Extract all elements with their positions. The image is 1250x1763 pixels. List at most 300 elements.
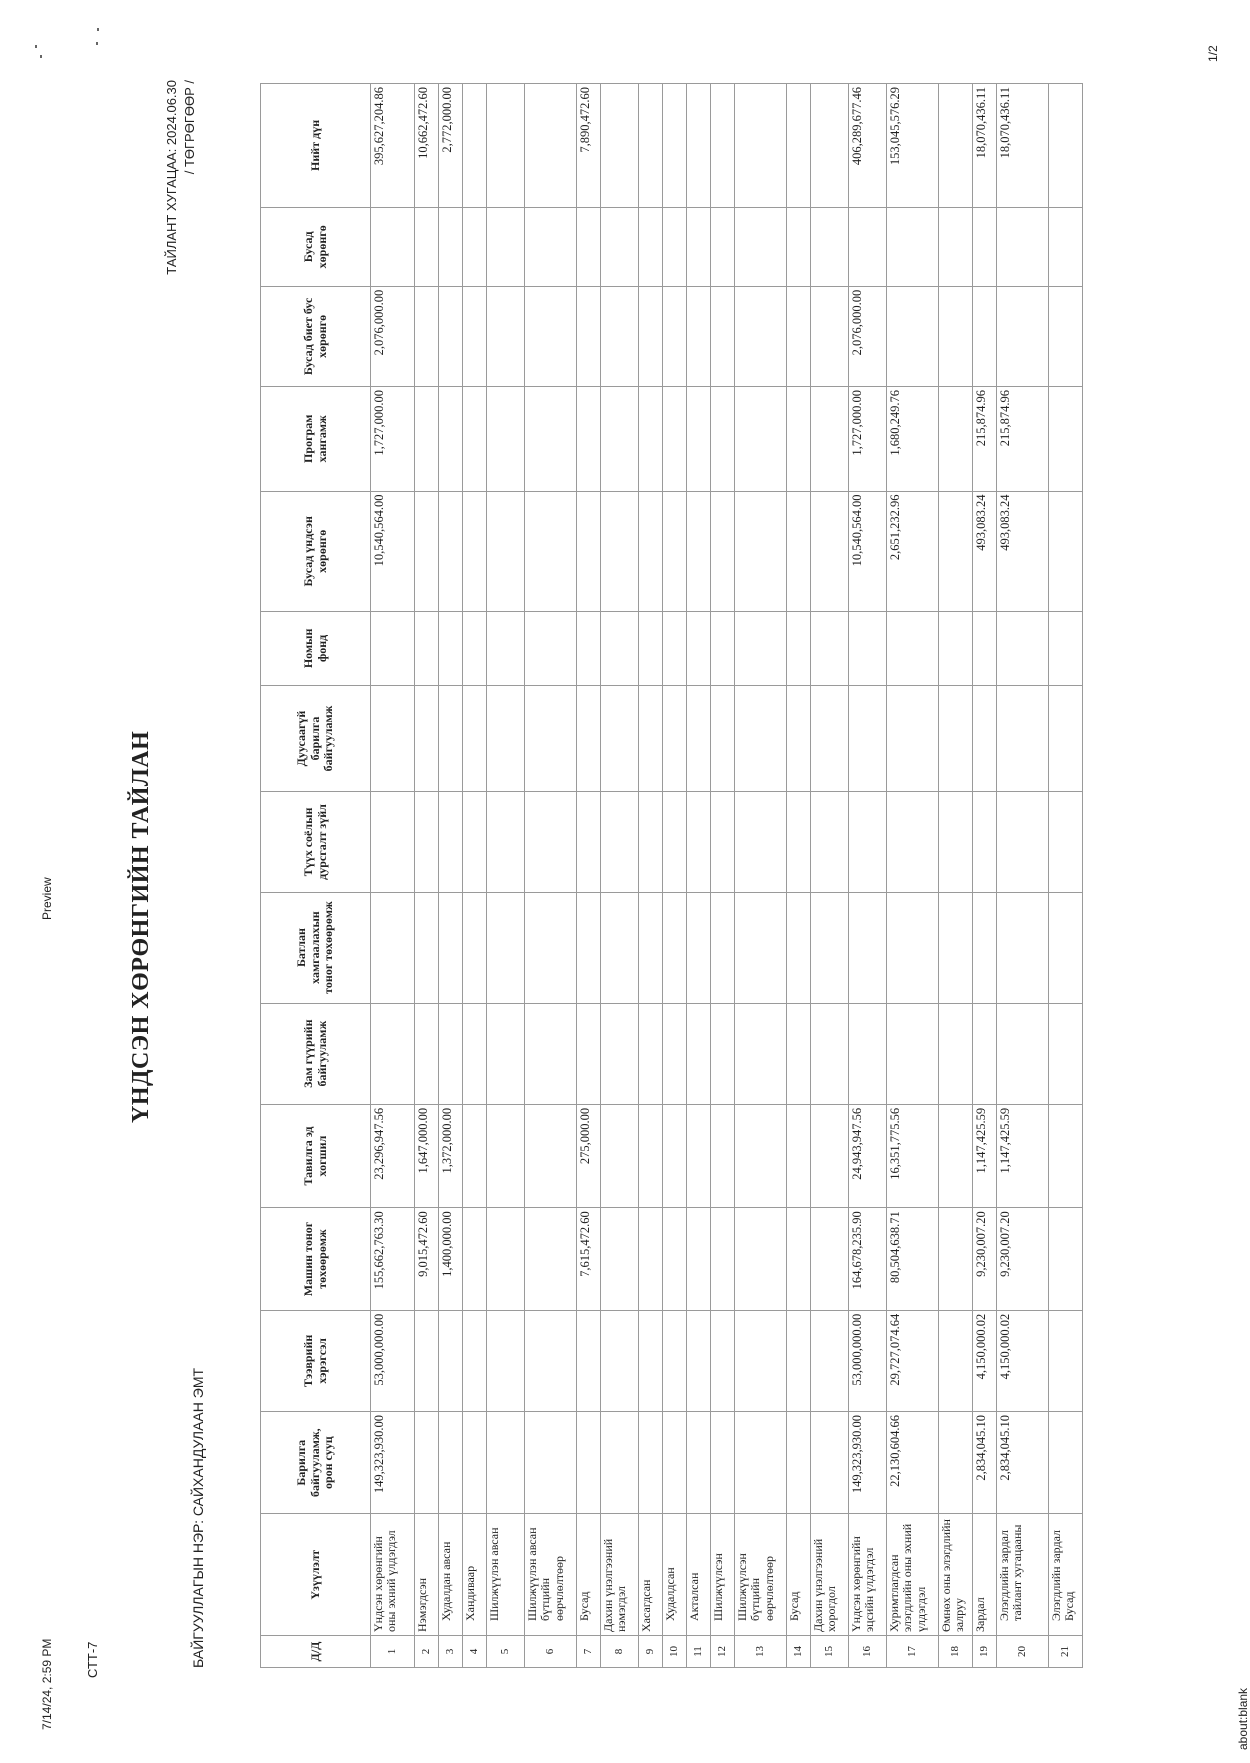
value-cell: [997, 612, 1049, 686]
value-cell: [439, 612, 463, 686]
value-cell: [525, 286, 577, 386]
value-cell: 149,323,930.00: [371, 1412, 415, 1514]
value-cell: [735, 207, 787, 286]
value-cell: [711, 387, 735, 492]
value-cell: [687, 491, 711, 612]
row-number: 6: [525, 1636, 577, 1668]
value-cell: [687, 84, 711, 208]
value-cell: [811, 685, 849, 792]
value-cell: [687, 892, 711, 1003]
table-row: [371, 84, 415, 1668]
value-cell: [639, 792, 663, 892]
value-cell: [463, 84, 487, 208]
value-cell: [997, 207, 1049, 286]
value-cell: [463, 792, 487, 892]
value-cell: [487, 1003, 525, 1104]
value-cell: [973, 286, 997, 386]
value-cell: 29,727,074.64: [887, 1310, 939, 1411]
column-header: Бусад биет бус хөрөнгө: [261, 286, 371, 386]
value-cell: 10,662,472.60: [415, 84, 439, 208]
table-row: [887, 84, 939, 1668]
value-cell: [487, 286, 525, 386]
value-cell: [735, 612, 787, 686]
value-cell: [811, 1412, 849, 1514]
value-cell: 53,000,000.00: [849, 1310, 887, 1411]
value-cell: [787, 387, 811, 492]
value-cell: 493,083.24: [973, 491, 997, 612]
value-cell: [663, 286, 687, 386]
row-number: 15: [811, 1636, 849, 1668]
row-number: 20: [997, 1636, 1049, 1668]
form-code: СТТ-7: [85, 1641, 100, 1678]
value-cell: [525, 685, 577, 792]
value-cell: [371, 612, 415, 686]
value-cell: [487, 685, 525, 792]
value-cell: [525, 491, 577, 612]
value-cell: [997, 1003, 1049, 1104]
value-cell: [663, 1310, 687, 1411]
row-label: Зардал: [973, 1514, 997, 1636]
row-number: 7: [577, 1636, 601, 1668]
report-period: [163, 80, 198, 275]
value-cell: [439, 207, 463, 286]
column-header: Програм хангамж: [261, 387, 371, 492]
value-cell: [973, 892, 997, 1003]
value-cell: 2,076,000.00: [371, 286, 415, 386]
value-cell: [1049, 792, 1083, 892]
value-cell: [811, 1310, 849, 1411]
value-cell: 1,400,000.00: [439, 1208, 463, 1310]
table-row: [939, 84, 973, 1668]
value-cell: [787, 491, 811, 612]
value-cell: [639, 84, 663, 208]
value-cell: [639, 1104, 663, 1207]
table-row: [1049, 84, 1083, 1668]
value-cell: [735, 1412, 787, 1514]
value-cell: [887, 792, 939, 892]
value-cell: [849, 792, 887, 892]
value-cell: [601, 84, 639, 208]
row-number: 14: [787, 1636, 811, 1668]
value-cell: [711, 1208, 735, 1310]
row-label: Бусад: [577, 1514, 601, 1636]
value-cell: 1,680,249.76: [887, 387, 939, 492]
value-cell: 10,540,564.00: [849, 491, 887, 612]
value-cell: [525, 1310, 577, 1411]
value-cell: [487, 84, 525, 208]
table-row: [711, 84, 735, 1668]
value-cell: 2,834,045.10: [973, 1412, 997, 1514]
value-cell: 493,083.24: [997, 491, 1049, 612]
value-cell: 10,540,564.00: [371, 491, 415, 612]
value-cell: [415, 1412, 439, 1514]
organization-name: БАЙГУУЛЛАГЫН НЭР: САЙХАНДУЛААН ЭМТ: [190, 1367, 206, 1668]
value-cell: 80,504,638.71: [887, 1208, 939, 1310]
value-cell: [887, 286, 939, 386]
value-cell: [687, 286, 711, 386]
value-cell: [997, 685, 1049, 792]
table-header-row: [261, 84, 371, 1668]
value-cell: [849, 1003, 887, 1104]
table-row: [577, 84, 601, 1668]
row-label: Хандиваар: [463, 1514, 487, 1636]
fixed-assets-table: [260, 83, 1083, 1668]
value-cell: 153,045,576.29: [887, 84, 939, 208]
value-cell: [1049, 1310, 1083, 1411]
value-cell: [439, 792, 463, 892]
value-cell: [487, 792, 525, 892]
row-number: 8: [601, 1636, 639, 1668]
value-cell: 9,230,007.20: [973, 1208, 997, 1310]
value-cell: [939, 387, 973, 492]
value-cell: [577, 612, 601, 686]
row-label: Дахин үнэлгээний нэмэгдэл: [601, 1514, 639, 1636]
value-cell: [663, 387, 687, 492]
value-cell: [849, 207, 887, 286]
table-row: [601, 84, 639, 1668]
value-cell: [525, 1003, 577, 1104]
column-header: Нийт дүн: [261, 84, 371, 208]
value-cell: 2,651,232.96: [887, 491, 939, 612]
value-cell: [811, 1003, 849, 1104]
row-label: Бусад: [787, 1514, 811, 1636]
row-label: Дахин үнэлгээний хорогдол: [811, 1514, 849, 1636]
row-number: 16: [849, 1636, 887, 1668]
value-cell: [849, 685, 887, 792]
value-cell: [735, 491, 787, 612]
value-cell: [601, 286, 639, 386]
value-cell: [1049, 84, 1083, 208]
value-cell: 7,890,472.60: [577, 84, 601, 208]
column-header: Зам гүүрийн байгууламж: [261, 1003, 371, 1104]
print-timestamp: 7/14/24, 2:59 PM: [40, 1638, 54, 1730]
value-cell: [663, 892, 687, 1003]
value-cell: [787, 612, 811, 686]
value-cell: [735, 1208, 787, 1310]
value-cell: 1,647,000.00: [415, 1104, 439, 1207]
value-cell: [735, 84, 787, 208]
value-cell: [463, 286, 487, 386]
table-row: [525, 84, 577, 1668]
value-cell: [887, 685, 939, 792]
value-cell: [663, 1003, 687, 1104]
value-cell: 215,874.96: [997, 387, 1049, 492]
value-cell: [525, 1104, 577, 1207]
value-cell: [939, 207, 973, 286]
value-cell: [973, 792, 997, 892]
value-cell: [487, 491, 525, 612]
report-period-currency: / ТӨГРӨГӨӨР /: [181, 80, 197, 175]
value-cell: [639, 1208, 663, 1310]
value-cell: [487, 1104, 525, 1207]
value-cell: [463, 491, 487, 612]
value-cell: [577, 1003, 601, 1104]
value-cell: [415, 286, 439, 386]
value-cell: [415, 387, 439, 492]
value-cell: [463, 1310, 487, 1411]
value-cell: [811, 612, 849, 686]
value-cell: [639, 207, 663, 286]
value-cell: [787, 685, 811, 792]
table-row: [639, 84, 663, 1668]
value-cell: [811, 1208, 849, 1310]
value-cell: [463, 892, 487, 1003]
report-period-date: ТАЙЛАНТ ХУГАЦАА: 2024.06.30: [164, 80, 179, 275]
value-cell: [463, 612, 487, 686]
column-header: Машин тоног төхөөрөмж: [261, 1208, 371, 1310]
value-cell: [973, 612, 997, 686]
value-cell: [487, 207, 525, 286]
value-cell: 22,130,604.66: [887, 1412, 939, 1514]
table-row: [463, 84, 487, 1668]
value-cell: [663, 207, 687, 286]
value-cell: [1049, 612, 1083, 686]
value-cell: [849, 612, 887, 686]
value-cell: [811, 84, 849, 208]
table-row: [487, 84, 525, 1668]
value-cell: [811, 792, 849, 892]
table-row: [787, 84, 811, 1668]
value-cell: 53,000,000.00: [371, 1310, 415, 1411]
value-cell: [939, 892, 973, 1003]
value-cell: [463, 1003, 487, 1104]
value-cell: [1049, 387, 1083, 492]
column-header: Номын фонд: [261, 612, 371, 686]
value-cell: [735, 1310, 787, 1411]
value-cell: [639, 286, 663, 386]
value-cell: [439, 491, 463, 612]
value-cell: [463, 1412, 487, 1514]
value-cell: [415, 491, 439, 612]
column-header: Түүх соёлын дурсгалт зүйл: [261, 792, 371, 892]
value-cell: [525, 892, 577, 1003]
column-header: Тээврийн хэрэгсэл: [261, 1310, 371, 1411]
value-cell: [711, 1003, 735, 1104]
column-header: Үзүүлэлт: [261, 1514, 371, 1636]
value-cell: [973, 1003, 997, 1104]
value-cell: 4,150,000.02: [997, 1310, 1049, 1411]
value-cell: [577, 792, 601, 892]
value-cell: [787, 1104, 811, 1207]
value-cell: [939, 1104, 973, 1207]
value-cell: [687, 1208, 711, 1310]
value-cell: [939, 685, 973, 792]
row-label: Нэмэгдсэн: [415, 1514, 439, 1636]
value-cell: [687, 685, 711, 792]
value-cell: [463, 685, 487, 792]
value-cell: [371, 685, 415, 792]
value-cell: [601, 892, 639, 1003]
value-cell: [415, 207, 439, 286]
value-cell: [525, 1208, 577, 1310]
value-cell: [663, 1104, 687, 1207]
value-cell: [601, 491, 639, 612]
value-cell: 16,351,775.56: [887, 1104, 939, 1207]
value-cell: [639, 1310, 663, 1411]
value-cell: 9,015,472.60: [415, 1208, 439, 1310]
value-cell: [711, 892, 735, 1003]
value-cell: [811, 387, 849, 492]
value-cell: [663, 792, 687, 892]
row-number: 4: [463, 1636, 487, 1668]
value-cell: [601, 1104, 639, 1207]
value-cell: [811, 207, 849, 286]
value-cell: [939, 792, 973, 892]
row-number: 2: [415, 1636, 439, 1668]
value-cell: [487, 1208, 525, 1310]
value-cell: [371, 207, 415, 286]
value-cell: [439, 892, 463, 1003]
value-cell: [577, 892, 601, 1003]
value-cell: [371, 892, 415, 1003]
value-cell: [525, 792, 577, 892]
value-cell: [525, 84, 577, 208]
value-cell: [601, 1208, 639, 1310]
value-cell: [463, 1104, 487, 1207]
row-label: Шилжүүлэн авсан бүтцийн өөрчлөлтөөр: [525, 1514, 577, 1636]
column-header: Бусад үндсэн хөрөнгө: [261, 491, 371, 612]
value-cell: 406,289,677.46: [849, 84, 887, 208]
value-cell: [639, 1003, 663, 1104]
value-cell: [577, 207, 601, 286]
column-header: Батлан хамгаалахын тоног төхөөрөмж: [261, 892, 371, 1003]
value-cell: [577, 685, 601, 792]
row-number: 1: [371, 1636, 415, 1668]
value-cell: [439, 1003, 463, 1104]
row-label: Шилжүүлсэн бүтцийн өөрчлөлтөөр: [735, 1514, 787, 1636]
value-cell: [463, 1208, 487, 1310]
value-cell: [1049, 1412, 1083, 1514]
table-body: [371, 84, 1083, 1668]
value-cell: [735, 387, 787, 492]
value-cell: [973, 207, 997, 286]
value-cell: 18,070,436.11: [973, 84, 997, 208]
value-cell: [811, 892, 849, 1003]
value-cell: [787, 1003, 811, 1104]
value-cell: 1,147,425.59: [997, 1104, 1049, 1207]
row-label: Хасагдсан: [639, 1514, 663, 1636]
value-cell: 23,296,947.56: [371, 1104, 415, 1207]
value-cell: [687, 612, 711, 686]
table-row: [663, 84, 687, 1668]
value-cell: [735, 685, 787, 792]
row-label: Үндсэн хөрөнгийн эцсийн үлдэгдэл: [849, 1514, 887, 1636]
value-cell: 215,874.96: [973, 387, 997, 492]
value-cell: [787, 1412, 811, 1514]
value-cell: 7,615,472.60: [577, 1208, 601, 1310]
value-cell: 1,727,000.00: [371, 387, 415, 492]
column-header: Барилга байгууламж, орон сууц: [261, 1412, 371, 1514]
value-cell: [463, 207, 487, 286]
value-cell: [663, 685, 687, 792]
row-label: Элэгдлийн зардал тайлант хугацааны: [997, 1514, 1049, 1636]
value-cell: [1049, 491, 1083, 612]
table-row: [811, 84, 849, 1668]
table-row: [997, 84, 1049, 1668]
value-cell: [663, 84, 687, 208]
value-cell: [439, 1310, 463, 1411]
value-cell: [1049, 1104, 1083, 1207]
value-cell: [997, 892, 1049, 1003]
table-row: [973, 84, 997, 1668]
value-cell: [711, 1104, 735, 1207]
table-row: [849, 84, 887, 1668]
row-number: 17: [887, 1636, 939, 1668]
value-cell: [663, 1208, 687, 1310]
value-cell: [811, 286, 849, 386]
value-cell: [601, 1412, 639, 1514]
value-cell: [939, 491, 973, 612]
value-cell: [997, 286, 1049, 386]
value-cell: [1049, 286, 1083, 386]
page-number: 1/2: [1206, 45, 1220, 62]
value-cell: [601, 207, 639, 286]
row-label: Худалдан авсан: [439, 1514, 463, 1636]
value-cell: [601, 1310, 639, 1411]
value-cell: [1049, 207, 1083, 286]
value-cell: [735, 286, 787, 386]
value-cell: [371, 792, 415, 892]
value-cell: [887, 892, 939, 1003]
value-cell: [687, 792, 711, 892]
value-cell: [601, 792, 639, 892]
page-url[interactable]: about:blank: [1236, 1687, 1250, 1750]
value-cell: [711, 1310, 735, 1411]
value-cell: 24,943,947.56: [849, 1104, 887, 1207]
value-cell: [639, 892, 663, 1003]
value-cell: [939, 1310, 973, 1411]
row-label: Акталсан: [687, 1514, 711, 1636]
value-cell: [687, 387, 711, 492]
value-cell: [577, 1412, 601, 1514]
value-cell: [687, 1310, 711, 1411]
value-cell: [439, 685, 463, 792]
row-number: 3: [439, 1636, 463, 1668]
value-cell: [687, 1104, 711, 1207]
row-label: Өмнөх оны элэгдлийн залруу: [939, 1514, 973, 1636]
value-cell: [1049, 892, 1083, 1003]
row-label: Хуримтлагдсан элэгдлийн оны эхний үлдэгдэл: [887, 1514, 939, 1636]
value-cell: [787, 1208, 811, 1310]
value-cell: [577, 387, 601, 492]
value-cell: [939, 1412, 973, 1514]
value-cell: [639, 685, 663, 792]
value-cell: 155,662,763.30: [371, 1208, 415, 1310]
value-cell: [439, 1412, 463, 1514]
value-cell: [577, 1310, 601, 1411]
value-cell: [415, 1003, 439, 1104]
value-cell: [639, 387, 663, 492]
value-cell: [1049, 685, 1083, 792]
column-header: Д/Д: [261, 1636, 371, 1668]
value-cell: 1,727,000.00: [849, 387, 887, 492]
value-cell: [463, 387, 487, 492]
value-cell: 164,678,235.90: [849, 1208, 887, 1310]
value-cell: [601, 387, 639, 492]
row-label: Үндсэн хөрөнгийн оны эхний үлдэгдэл: [371, 1514, 415, 1636]
value-cell: [487, 892, 525, 1003]
value-cell: [787, 286, 811, 386]
value-cell: 275,000.00: [577, 1104, 601, 1207]
value-cell: [849, 892, 887, 1003]
value-cell: [415, 792, 439, 892]
value-cell: [687, 1412, 711, 1514]
row-label: Элэгдлийн зардал Бусад: [1049, 1514, 1083, 1636]
value-cell: [487, 1310, 525, 1411]
value-cell: [577, 491, 601, 612]
value-cell: [577, 286, 601, 386]
row-number: 19: [973, 1636, 997, 1668]
